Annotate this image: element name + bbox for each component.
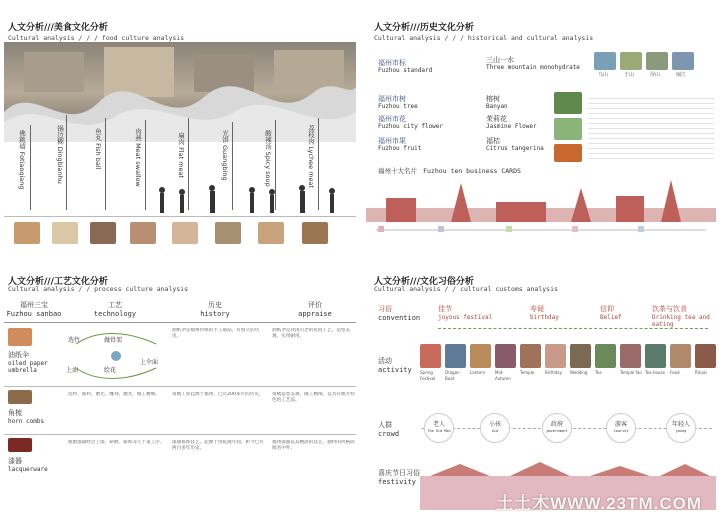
food-label: 肉燕 Meat swallow [134,128,142,187]
row-cn: 油纸伞 [8,351,29,359]
activity-caption: Spring Festival [420,370,436,381]
activity-image [495,344,516,368]
column-en: technology [93,310,137,318]
festival-en: Drinking tea and eating [652,314,710,328]
activity-caption: Tea house [645,370,666,375]
activity-caption: Wedding [570,370,588,375]
activity-cn: 活动 [378,357,392,365]
activity-caption: Ritual [695,370,707,375]
activity-en: activity [378,366,412,374]
banyan-cn: 榕树 [486,95,500,103]
process-step: 选竹 [68,337,81,344]
flower-en: Fuzhou city flower [378,123,444,130]
mountain-cn: 三山一水 [486,56,514,64]
table-divider [4,386,356,387]
appraise-text: 福州漆器以其精湛的技艺、独特的风格而闻名中外。 [272,440,355,451]
mountain-en: Three mountain monohydrate [486,64,580,71]
crowd-en: government [546,429,568,433]
tangerine-en: Citrus tangerina [486,145,544,152]
food-label: 鱼丸 Fish ball [94,128,102,170]
festival-cn: 寿诞 [530,305,544,313]
food-label: 荔枝肉 Lychee meat [307,125,315,189]
food-panel [0,0,360,260]
jasmine-image [554,118,582,140]
activity-strip [420,344,716,380]
history-text: 角梳工业起源于福州，已有200多年的历史。 [172,392,264,397]
food-title: 人文分析///美食文化分析 [8,23,108,33]
crowd-circle [606,413,636,443]
history-panel [362,0,720,260]
custom-subtitle: Cultural analysis / / cultural customs analysis [374,285,558,293]
food-dish-image [52,222,78,244]
column-en: Fuzhou sanbao [6,310,62,318]
convention-cn: 习俗 [378,305,392,313]
tech-text: 脱胎漆器经过上漆、研磨、髹饰等几十道工序。 [68,440,165,445]
crowd-circle [542,413,572,443]
mountain-image [672,52,694,70]
crowd-en: The Old Man [427,429,451,433]
crowd-en: young [675,429,687,433]
column-header [270,300,360,318]
column-en: history [200,310,230,318]
standard-cn: 福州市标 [378,59,406,67]
activity-image [445,344,466,368]
activity-caption: Temple fair [620,370,643,375]
row-cn: 漆器 [8,457,22,465]
festival-en: Belief [600,314,622,321]
activity-label [378,356,412,374]
crowd-en: tourist [613,429,629,433]
comb-image [8,390,32,404]
food-dish-image [302,222,328,244]
festivity-cn: 喜庆节日习俗 [378,469,420,477]
food-dish-image [14,222,40,244]
activity-image [520,344,541,368]
activity-image [545,344,566,368]
activity-image [670,344,691,368]
food-dish-image [258,222,284,244]
tangerine-cn: 福桔 [486,137,500,145]
food-dish-image [215,222,241,244]
process-step: 绘花 [104,367,117,374]
mountain-image [594,52,616,70]
activity-caption: Tea [595,370,602,375]
column-header [170,300,260,318]
festival-en: joyous festival [438,314,493,321]
mountain-label: 闽江 [676,72,687,78]
column-header [70,300,160,318]
row-cn: 角梳 [8,409,22,417]
standard-en: Fuzhou standard [378,67,433,74]
activity-image [420,344,441,368]
food-line [30,125,31,210]
crowd-label [378,420,399,438]
watermark: 土土木WWW.23TM.COM [496,494,702,513]
food-line [66,115,67,210]
activity-caption: Mid-Autumn [495,370,511,381]
mountain-label: 乌山 [598,72,609,78]
food-label: 扁肉 Flat meat [177,132,185,179]
appraise-text: 角梳造型美观，做工精细，是具有地方特色的工艺品。 [272,392,355,403]
tree-en: Fuzhou tree [378,103,418,110]
crowd-circle [666,413,696,443]
festival-en: birthday [530,314,559,321]
festivity-label [378,468,422,486]
umbrella-image [8,328,32,346]
convention-label [378,304,420,322]
activity-image [570,344,591,368]
fruit-cn: 福州市果 [378,137,406,145]
custom-title: 人文分析///文化习俗分析 [374,277,474,287]
process-panel [0,262,360,518]
tangerine-image [554,144,582,162]
cards-cn: 福州十大名片 [378,167,417,175]
festival-cn: 信仰 [600,305,614,313]
column-en: appraise [298,310,332,318]
activity-caption: Food [670,370,680,375]
crowd-cn: 年轻人 [671,421,690,428]
festival-item [438,304,492,321]
column-cn: 评价 [308,301,322,309]
history-title: 人文分析///历史文化分析 [374,23,474,33]
activity-caption: Temple [520,370,535,375]
activity-image [695,344,716,368]
history-text: 漆器髹饰技艺，起源于清乾隆年间，距今已有两百多年历史。 [172,440,264,451]
festival-item [600,304,622,321]
mountain-label: 屏山 [650,72,661,78]
connector-line [438,328,708,329]
crowd-cn: 人群 [378,421,392,429]
column-header [6,300,62,318]
crowd-en: kid [491,429,499,433]
activity-caption: Dragon Boat [445,370,460,381]
activity-caption: Lantern [470,370,486,375]
history-text: 油纸伞是福州传统的手工制品，有悠久的历史。 [172,328,260,339]
festival-cn: 饮茶与饮食 [652,305,687,313]
column-cn: 福州三宝 [20,301,48,309]
tree-cn: 福州市树 [378,95,406,103]
cards-title [378,166,521,175]
process-title: 人文分析///工艺文化分析 [8,277,108,287]
landmarks-skyline [366,178,716,238]
food-line [145,120,146,210]
process-step: 上油 [66,367,79,374]
process-step: 上伞面 [140,359,159,366]
tech-text: 选材、锯料、磨光、雕刻、抛光，做工精细。 [68,392,160,397]
table-divider [4,434,356,435]
appraise-text: 油纸伞是我国古老的民间工艺，造型美观、实用耐用。 [272,328,351,339]
row-header [8,350,66,374]
row-en: horn combs [8,418,45,425]
food-crowd-silhouettes [150,185,350,215]
activity-caption: Birthday [545,370,562,375]
festivity-en: festivity [378,478,416,486]
festival-item [530,304,559,321]
process-subtitle: Cultural analysis / / process culture analysis [8,285,189,293]
food-label: 酸辣汤 Spicy soup [264,130,272,187]
food-subtitle: Cultural analysis / / / food culture analysis [8,34,185,42]
crowd-circle [424,413,454,443]
cards-en: Fuzhou ten business CARDS [423,167,521,175]
row-header [8,408,44,425]
row-en: oiled paper umbrella [8,360,48,374]
flower-cn: 福州市花 [378,115,406,123]
mountain-label: 于山 [624,72,635,78]
convention-en: convention [378,314,421,322]
row-header [8,456,48,473]
activity-image [470,344,491,368]
food-dish-image [172,222,198,244]
food-divider [4,216,356,217]
custom-panel [362,262,720,518]
crowd-cn: 小孩 [488,421,501,428]
column-cn: 历史 [208,301,222,309]
table-divider [4,322,356,323]
activity-image [620,344,641,368]
food-label: 佛跳墙 Fotiaoqiang [18,130,26,190]
food-line [105,118,106,210]
fruit-en: Fuzhou fruit [378,145,422,152]
food-dish-image [130,222,156,244]
banyan-image [554,92,582,114]
food-label: 光饼 Guangbing [221,130,229,181]
mountain-image [620,52,642,70]
festival-item [652,304,718,328]
symbol-description [588,94,714,162]
food-label: 锅边糊 Dingbianhu [56,125,64,184]
crowd-en: crowd [378,430,400,438]
activity-image [595,344,616,368]
food-dish-image [90,222,116,244]
mountain-image [646,52,668,70]
crowd-circle [480,413,510,443]
jasmine-en: Jasmine Flower [486,123,537,130]
banyan-en: Banyan [486,103,508,110]
process-step: 做骨架 [104,337,123,344]
activity-image [645,344,666,368]
crowd-cn: 政府 [550,421,563,428]
lacquer-image [8,438,32,452]
jasmine-cn: 茉莉花 [486,115,507,123]
history-subtitle: Cultural analysis / / / historical and cultural analysis [374,34,594,42]
crowd-cn: 老人 [432,421,445,428]
crowd-cn: 游客 [614,421,627,428]
festival-cn: 佳节 [438,305,452,313]
column-cn: 工艺 [108,301,122,309]
row-en: lacquerware [8,466,48,473]
